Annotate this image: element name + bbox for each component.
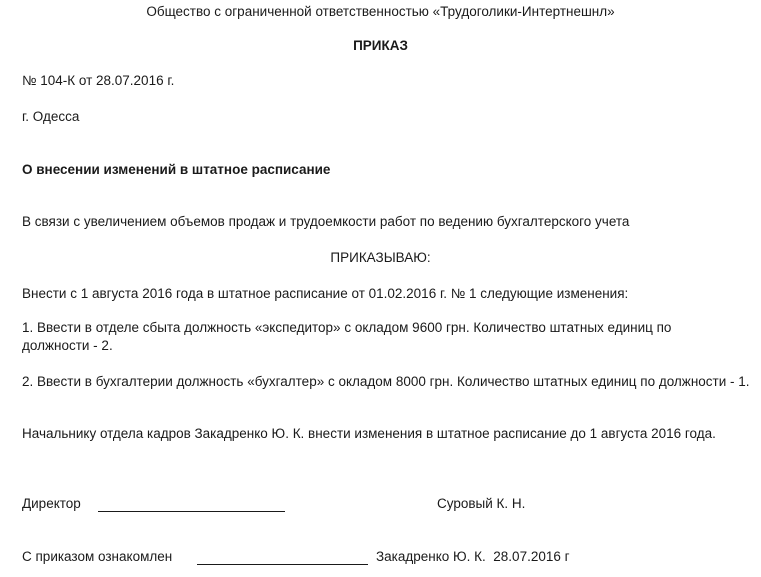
list-item-2: 2. Ввести в бухгалтерии должность «бухгалтер» с окладом 8000 грн. Количество штатных единиц по должности - 1. <box>22 374 750 389</box>
organization-name: Общество с ограниченной ответственностью «Трудоголики-Интертнешнл» <box>146 4 615 19</box>
order-number-date: № 104-К от 28.07.2016 г. <box>22 73 175 88</box>
city: г. Одесса <box>22 109 80 124</box>
director-signature-line <box>98 511 285 512</box>
reason-text: В связи с увеличением объемов продаж и трудоемкости работ по ведению бухгалтерского учета <box>22 214 630 229</box>
document-title: ПРИКАЗ <box>353 38 408 53</box>
order-word: ПРИКАЗЫВАЮ: <box>330 250 431 265</box>
instruction-text: Начальнику отдела кадров Закадренко Ю. К. внести изменения в штатное расписание до 1 августа 2016 года. <box>22 426 716 441</box>
director-label: Директор <box>22 496 81 511</box>
director-name: Суровый К. Н. <box>437 496 526 511</box>
subject: О внесении изменений в штатное расписание <box>22 162 331 177</box>
intro-text: Внести с 1 августа 2016 года в штатное расписание от 01.02.2016 г. № 1 следующие изменения: <box>22 286 629 301</box>
acknowledged-signature-line <box>197 564 368 565</box>
acknowledged-label: С приказом ознакомлен <box>22 549 173 564</box>
list-item-1: 1. Ввести в отделе сбыта должность «экспедитор» с окладом 9600 грн. Количество штатных единиц по должности - 2. <box>22 320 672 353</box>
acknowledged-name-date: Закадренко Ю. К. 28.07.2016 г <box>376 549 570 564</box>
